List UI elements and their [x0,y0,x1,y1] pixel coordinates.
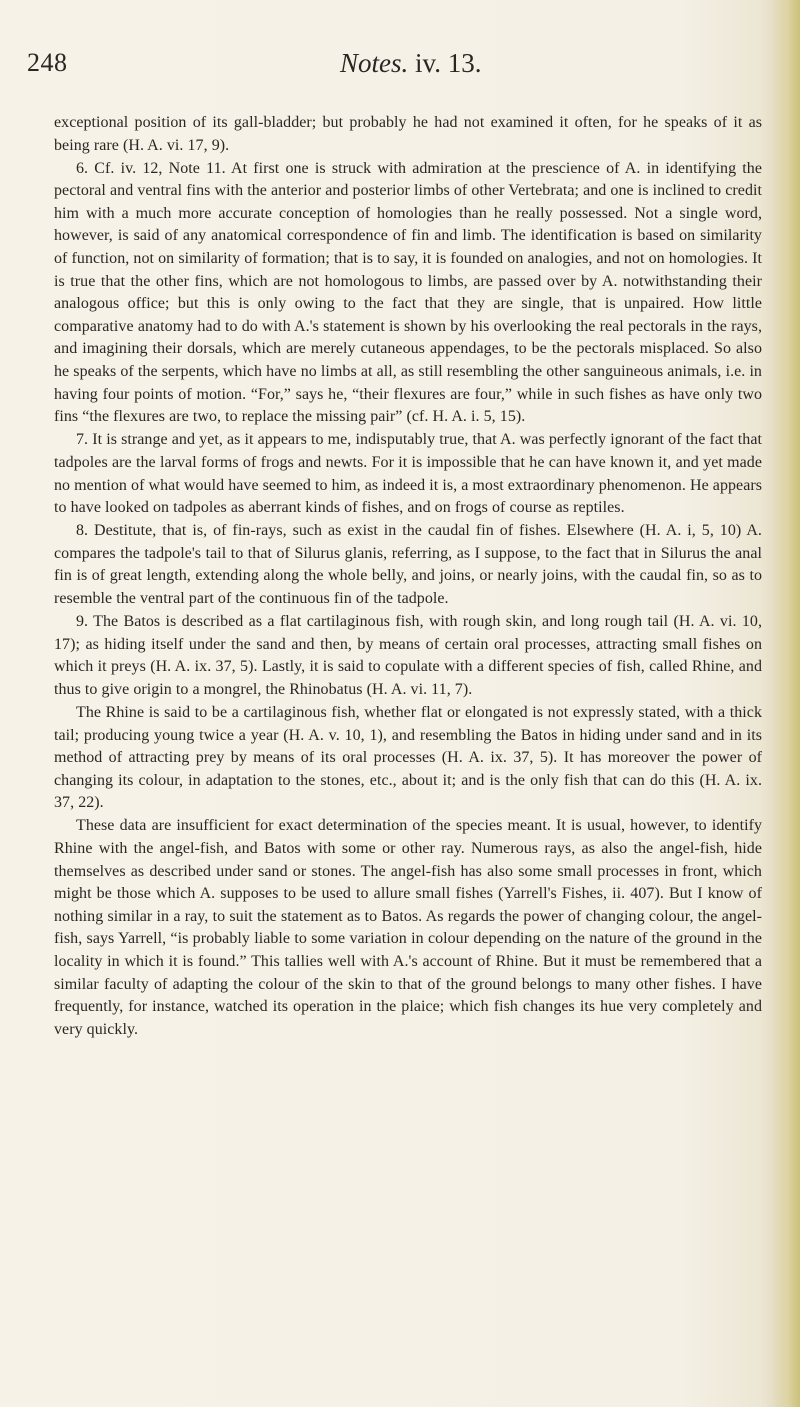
note-6: 6. Cf. iv. 12, Note 11. At first one is struck with admiration at the prescience of A. in identifying the pectoral and ventral fins with the anterior and posterior limbs of other Vertebrata; and one is inclined to credit him with a much more accurate conception of homologies than he really possessed. Not a single word, however, is said of any anatomical correspondence of fin and limb. The identification is based on similarity of function, not on similarity of formation; that is to say, it is founded on analogies, and not on homologies. It is true that the other fins, which are not homologous to limbs, are passed over by A. notwithstanding their analogous office; but this is only owing to the fact that they are single, that is unpaired. How little comparative anatomy had to do with A.'s statement is shown by his overlooking the real pectorals in the rays, and imagining their dorsals, which are merely cutaneous appendages, to be the pectorals misplaced. So also he speaks of the serpents, which have no limbs at all, as still resembling the other sanguineous animals, i.e. in having four points of motion. “For,” says he, “their flexures are four,” while in such fishes as have only two fins “the flexures are two, to replace the missing pair” (cf. H. A. i. 5, 15). [54,159,762,426]
running-head-title: Notes. [340,48,409,78]
page-edge-shading [772,0,800,1407]
note-8: 8. Destitute, that is, of fin-rays, such as exist in the caudal fin of fishes. Elsewhere (H. A. i, 5, 10) A. compares the tadpole's tail to that of Silurus glanis, referring, as I suppose, to the fact that in Silurus the anal fin is of great length, extending along the whole belly, and joins, or nearly joins, with the caudal fin, so as to resemble the ventral part of the continuous fin of the tadpole. [54,522,762,607]
note-9-rhine: The Rhine is said to be a cartilaginous fish, whether flat or elongated is not expressly stated, with a thick tail; producing young twice a year (H. A. v. 10, 1), and resembling the Batos in hiding under sand and in its method of attracting prey by means of its oral processes (H. A. ix. 37, 5). It has moreover the power of changing its colour, in adaptation to the stones, etc., about it; and is the only fish that can do this (H. A. ix. 37, 22). [54,703,762,812]
note-7: 7. It is strange and yet, as it appears to me, indisputably true, that A. was perfectly ignorant of the fact that tadpoles are the larval forms of frogs and newts. For it is impossible that he can have known it, and yet made no mention of what would have seemed to him, as indeed it is, a most extraordinary phenomenon. He appears to have looked on tadpoles as aberrant kinds of fishes, and on frogs of course as reptiles. [54,431,762,517]
running-head-section: iv. 13. [408,48,482,78]
paragraph-continued: exceptional position of its gall-bladder; but probably he had not examined it often, for he speaks of it as being rare (H. A. vi. 17, 9). [54,114,762,154]
note-9-identification: These data are insufficient for exact determination of the species meant. It is usual, however, to identify Rhine with the angel-fish, and Batos with some or other ray. Numerous rays, as also the angel-fish, hide themselves as described under sand or stones. The angel-fish has also some small processes in front, which might be those which A. supposes to be used to allure small fishes (Yarrell's Fishes, ii. 407). But I know of nothing similar in a ray, to suit the statement as to Batos. As regards the power of changing colour, the angel-fish, says Yarrell, “is probably liable to some variation in colour depending on the nature of the ground in the locality in which it is found.” This tallies well with A.'s account of Rhine. But it must be remembered that a similar faculty of adapting the colour of the skin to that of the ground belongs to many other fishes. I have frequently, for instance, watched its operation in the plaice; which fish changes its hue very completely and very quickly. [54,817,762,1038]
note-9: 9. The Batos is described as a flat cartilaginous fish, with rough skin, and long rough tail (H. A. vi. 10, 17); as hiding itself under the sand and then, by means of certain oral processes, attracting small fishes on which it preys (H. A. ix. 37, 5). Lastly, it is said to copulate with a different species of fish, called Rhine, and thus to give origin to a mongrel, the Rhinobatus (H. A. vi. 11, 7). [54,613,762,698]
running-head [340,48,482,79]
page-header [0,48,800,88]
page-number: 248 [27,48,68,77]
body-text [54,112,762,1041]
